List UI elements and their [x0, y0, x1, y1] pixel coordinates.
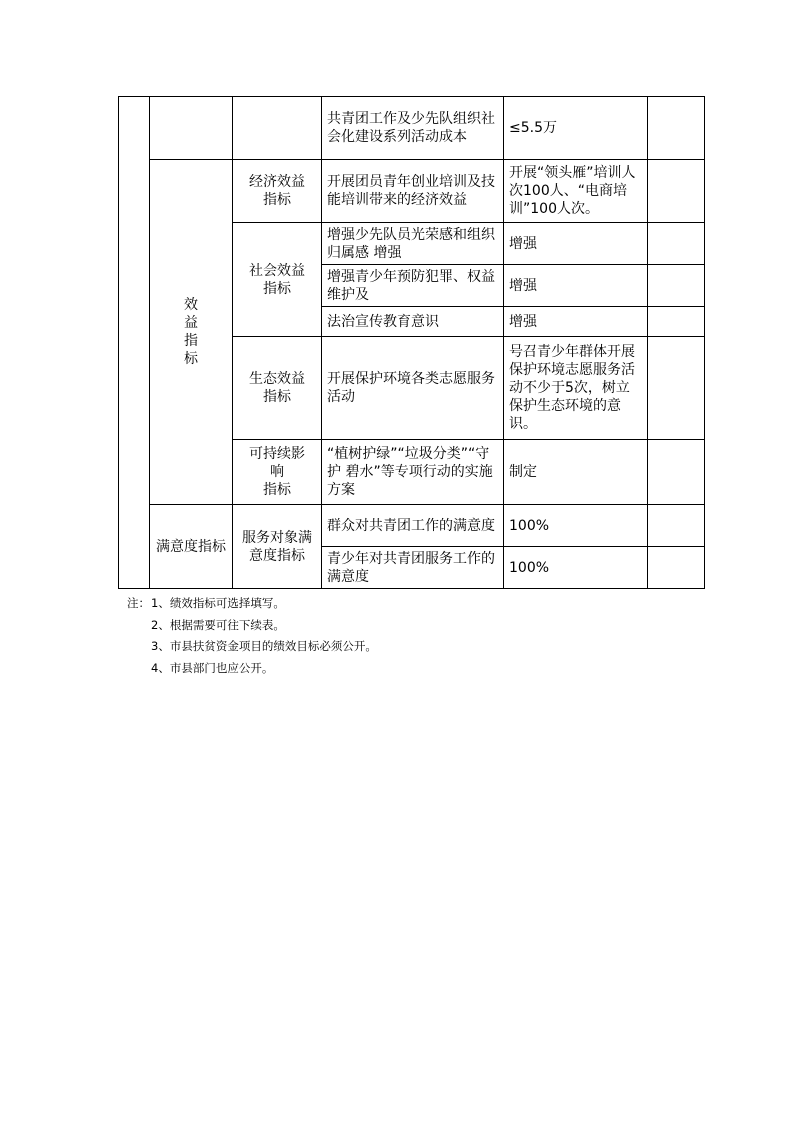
- remark-cell: [648, 265, 705, 307]
- table-row: [119, 160, 705, 223]
- indicator-target: 100%: [504, 547, 648, 589]
- remark-cell: [648, 160, 705, 223]
- benefit-label-text: 效益指标: [184, 297, 198, 367]
- service-satisfaction-category: [233, 505, 322, 589]
- sustainable-category-line2: 指标: [263, 482, 291, 498]
- remark-cell: [648, 307, 705, 337]
- indicator-target: 号召青少年群体开展保护环境志愿服务活动不少于5次，树立保护生态环境的意识。: [504, 337, 648, 440]
- satisfaction-indicator-label: [150, 505, 233, 589]
- indicator-target: 100%: [504, 505, 648, 547]
- footnotes: [127, 593, 377, 679]
- indicator-target: 增强: [504, 223, 648, 265]
- economic-benefit-category: [233, 160, 322, 223]
- table-row: [119, 505, 705, 547]
- indicator-detail: 开展保护环境各类志愿服务活动: [322, 337, 504, 440]
- indicator-target: 制定: [504, 440, 648, 505]
- benefit-indicator-label: [150, 160, 233, 505]
- remark-cell: [648, 97, 705, 160]
- social-benefit-category: [233, 223, 322, 337]
- sustainable-category-line1: 可持续影响: [249, 446, 305, 480]
- footnote-item: 4、市县部门也应公开。: [151, 660, 274, 675]
- indicator-detail: 共青团工作及少先队组织社会化建设系列活动成本: [322, 97, 504, 160]
- footnote-text: 1、绩效指标可选择填写。: [151, 596, 285, 610]
- indicator-detail: 群众对共青团工作的满意度: [322, 505, 504, 547]
- level2-cell: [150, 97, 233, 160]
- footnote-lead: 注：: [127, 596, 150, 610]
- indicator-target: ≤5.5万: [504, 97, 648, 160]
- footnote-item: 2、根据需要可往下续表。: [151, 617, 285, 632]
- economic-category-text: 经济效益指标: [249, 174, 305, 208]
- satisfaction-label-text: 满意度指标: [156, 538, 226, 555]
- remark-cell: [648, 505, 705, 547]
- ecological-benefit-category: [233, 337, 322, 440]
- remark-cell: [648, 223, 705, 265]
- indicator-detail: “植树护绿”“垃圾分类”“守护 碧水”等专项行动的实施方案: [322, 440, 504, 505]
- satisfaction-category-text: 服务对象满意度指标: [242, 529, 312, 564]
- sustainable-impact-category: [233, 440, 322, 505]
- indicator-target: 增强: [504, 265, 648, 307]
- level1-cell: [119, 97, 150, 589]
- remark-cell: [648, 337, 705, 440]
- indicator-target: 开展“领头雁”培训人次100人、“电商培训”100人次。: [504, 160, 648, 223]
- indicator-detail: 增强青少年预防犯罪、权益维护及: [322, 265, 504, 307]
- indicator-detail: 开展团员青年创业培训及技能培训带来的经济效益: [322, 160, 504, 223]
- remark-cell: [648, 547, 705, 589]
- social-category-text: 社会效益指标: [249, 262, 305, 297]
- footnote-item: [127, 593, 377, 615]
- ecological-category-text: 生态效益指标: [249, 371, 305, 405]
- table-row: [119, 97, 705, 160]
- remark-cell: [648, 440, 705, 505]
- level3-cell: [233, 97, 322, 160]
- indicator-detail: 增强少先队员光荣感和组织归属感 增强: [322, 223, 504, 265]
- indicator-detail: 法治宣传教育意识: [322, 307, 504, 337]
- footnote-item: 3、市县扶贫资金项目的绩效目标必须公开。: [151, 639, 377, 653]
- performance-indicator-table: [118, 96, 705, 589]
- indicator-target: 增强: [504, 307, 648, 337]
- indicator-detail: 青少年对共青团服务工作的满意度: [322, 547, 504, 589]
